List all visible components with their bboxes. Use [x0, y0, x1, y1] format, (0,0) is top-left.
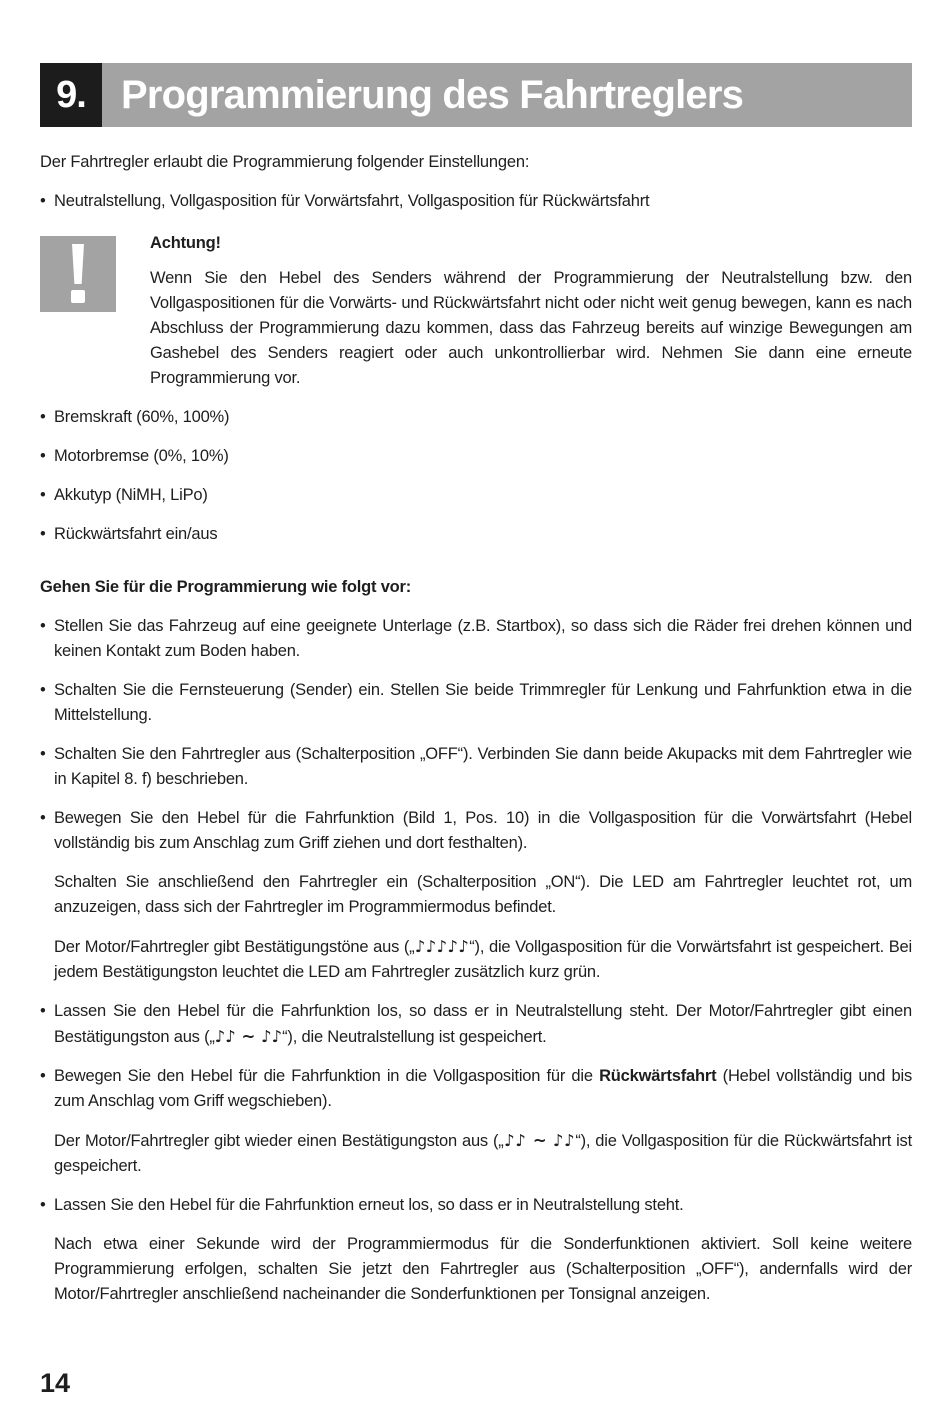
- page-number: 14: [40, 1368, 71, 1398]
- warning-block: [40, 228, 912, 391]
- list-item: • Neutralstellung, Vollgasposition für Vorwärtsfahrt, Vollgasposition für Rückwärtsfahrt: [40, 189, 912, 214]
- step-item: • Bewegen Sie den Hebel für die Fahrfunktion (Bild 1, Pos. 10) in die Vollgasposition für die Vorwärtsfahrt (Hebel vollständig bis zum Anschlag zum Griff ziehen und dort festhalten).: [40, 806, 912, 856]
- list-item: • Akkutyp (NiMH, LiPo): [40, 483, 912, 508]
- step-item: • Schalten Sie den Fahrtregler aus (Schalterposition „OFF“). Verbinden Sie dann beide Akupacks mit dem Fahrtregler wie in Kapitel 8. f) beschrieben.: [40, 742, 912, 792]
- step-item: • Stellen Sie das Fahrzeug auf eine geeignete Unterlage (z.B. Startbox), so dass sich die Räder frei drehen können und keinen Kontakt zum Boden haben.: [40, 614, 912, 664]
- section-number: 9.: [40, 63, 102, 127]
- list-item: • Motorbremse (0%, 10%): [40, 444, 912, 469]
- step-note: Nach etwa einer Sekunde wird der Programmiermodus für die Sonderfunktionen aktiviert. Soll keine weitere Programmierung erfolgen, schalten Sie jetzt den Fahrtregler aus (Schalterposition „OFF“), andernfalls wird der Motor/Fahrtregler anschließend nacheinander die Sonderfunktionen per Tonsignal anzeigen.: [54, 1235, 912, 1303]
- step-item: • Lassen Sie den Hebel für die Fahrfunktion erneut los, so dass er in Neutralstellung steht.: [40, 1193, 912, 1218]
- warning-text: Wenn Sie den Hebel des Senders während der Programmierung der Neutralstellung bzw. den Vollgaspositionen für die Vorwärts- und Rückwärtsfahrt nicht oder nicht weit genug bewegen, kann es nach Abschluss der Programmierung dazu kommen, dass das Fahrzeug bereits auf winzige Bewegungen am Gashebel des Senders reagiert oder auch unkontrollierbar wird. Nehmen Sie dann eine erneute Programmierung vor.: [150, 269, 912, 387]
- section-title: Programmierung des Fahrtreglers: [121, 72, 744, 117]
- list-item: • Bremskraft (60%, 100%): [40, 405, 912, 430]
- step-note: Der Motor/Fahrtregler gibt wieder einen Bestätigungston aus („♪♪ ~ ♪♪“), die Vollgasposition für die Rückwärtsfahrt ist gespeichert.: [54, 1131, 912, 1175]
- step-item: • Schalten Sie die Fernsteuerung (Sender) ein. Stellen Sie beide Trimmregler für Lenkung und Fahrfunktion etwa in die Mittelstellung.: [40, 678, 912, 728]
- procedure-heading: Gehen Sie für die Programmierung wie folgt vor:: [40, 578, 412, 596]
- music-notes-icon: ♪♪♪♪♪: [414, 937, 470, 956]
- music-notes-icon: ♪♪ ~ ♪♪: [503, 1131, 576, 1150]
- intro-text: Der Fahrtregler erlaubt die Programmierung folgender Einstellungen:: [40, 153, 530, 171]
- list-item: • Rückwärtsfahrt ein/aus: [40, 522, 912, 547]
- step-note: Schalten Sie anschließend den Fahrtregler ein (Schalterposition „ON“). Die LED am Fahrtregler leuchtet rot, um anzuzeigen, dass sich der Fahrtregler im Programmiermodus befindet.: [54, 873, 912, 916]
- exclamation-icon: [40, 236, 116, 312]
- page-content: [40, 150, 912, 1321]
- step-item: • Bewegen Sie den Hebel für die Fahrfunktion in die Vollgasposition für die Rückwärtsfahrt (Hebel vollständig und bis zum Anschlag vom Griff wegschieben).: [40, 1064, 912, 1114]
- step-item: • Lassen Sie den Hebel für die Fahrfunktion los, so dass er in Neutralstellung steht. Der Motor/Fahrtregler gibt einen Bestätigungston aus („♪♪ ~ ♪♪“), die Neutralstellung ist gespeichert.: [40, 999, 912, 1050]
- music-notes-icon: ♪♪ ~ ♪♪: [214, 1027, 283, 1046]
- section-header: [40, 63, 912, 127]
- step-note: Der Motor/Fahrtregler gibt Bestätigungstöne aus („♪♪♪♪♪“), die Vollgasposition für die Vorwärtsfahrt ist gespeichert. Bei jedem Bestätigungston leuchtet die LED am Fahrtregler zusätzlich kurz grün.: [54, 937, 912, 981]
- warning-title: Achtung!: [150, 234, 221, 252]
